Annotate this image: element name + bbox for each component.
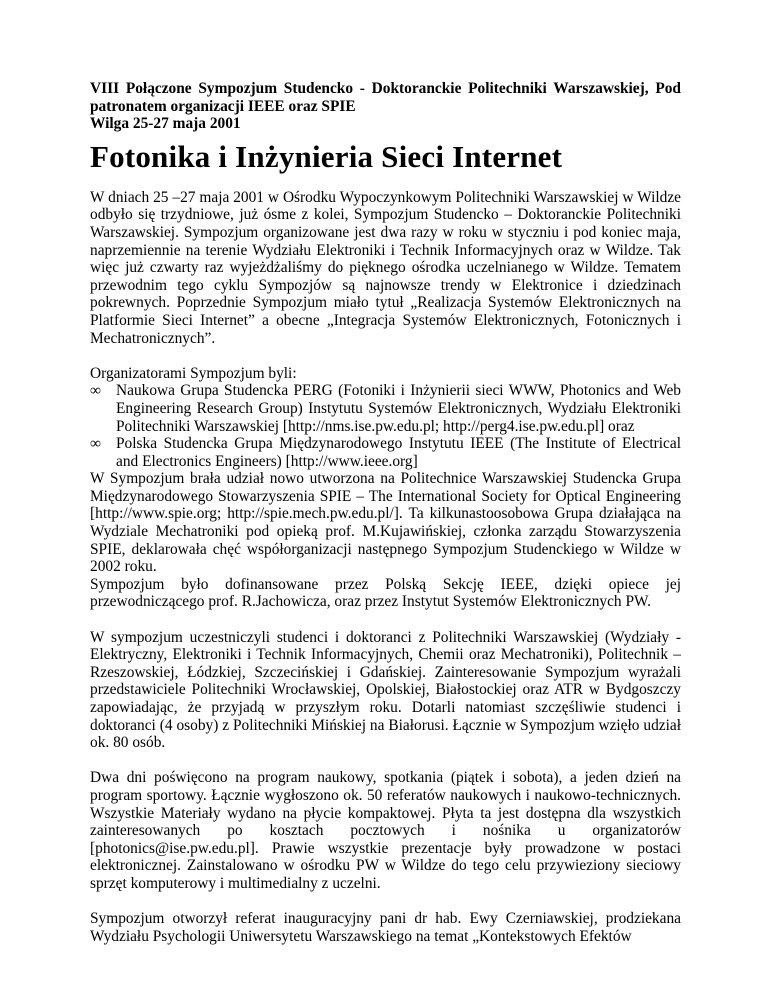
- bullet-item: [90, 382, 681, 435]
- bullet-text: Polska Studencka Grupa Międzynarodowego Instytutu IEEE (The Institute of Electrical and Electronics Engineers) [http://www.ieee.org]: [116, 435, 681, 470]
- paragraph: Organizatorami Sympozjum byli:: [90, 364, 297, 382]
- document-title: Fotonika i Inżynieria Sieci Internet: [90, 138, 563, 174]
- paragraph: W sympozjum uczestniczyli studenci i doktoranci z Politechniki Warszawskiej (Wydziały - Elektryczny, Elektroniki i Technik Informacyjnych, Chemii oraz Mechatroniki), Politechnik – Rzeszowskiej, Łódzkiej, Szczecińskiej i Gdańskiej. Zainteresowanie Sympozjum wyrażali przedstawiciele Politechniki Wrocławskiej, Opolskiej, Białostockiej oraz ATR w Bydgoszczy zapowiadając, że przyjadą w przyszłym roku. Dotarli natomiast szczęśliwie studenci i doktoranci (4 osoby) z Politechniki Mińskiej na Białorusi. Łącznie w Sympozjum wzięło udział ok. 80 osób.: [90, 628, 681, 752]
- header-date-line: Wilga 25-27 maja 2001: [90, 115, 241, 133]
- header-title-line: VIII Połączone Sympozjum Studencko - Doktoranckie Politechniki Warszawskiej, Pod patronatem organizacji IEEE oraz SPIE: [90, 80, 681, 115]
- paragraph: Sympozjum było dofinansowane przez Polską Sekcję IEEE, dzięki opiece jej przewodniczącego prof. R.Jachowicza, oraz przez Instytut Systemów Elektronicznych PW.: [90, 575, 681, 611]
- paragraph: W Sympozjum brała udział nowo utworzona na Politechnice Warszawskiej Studencka Grupa Międzynarodowego Stowarzyszenia SPIE – The International Society for Optical Engineering [http://www.spie.org; http://spie.mech.pw.edu.pl/]. Ta kilkunastoosobowa Grupa działająca na Wydziale Mechatroniki pod opieką prof. M.Kujawińskiej, członka zarządu Stowarzyszenia SPIE, deklarowała chęć współorganizacji następnego Sympozjum Studenckiego w Wildze w 2002 roku.: [90, 470, 681, 576]
- paragraph: Dwa dni poświęcono na program naukowy, spotkania (piątek i sobota), a jeden dzień na program sportowy. Łącznie wygłoszono ok. 50 referatów naukowych i naukowo-technicznych. Wszystkie Materiały wydano na płycie kompaktowej. Płyta ta jest dostępna dla wszystkich zainteresowanych po kosztach pocztowych i nośnika u organizatorów [photonics@ise.pw.edu.pl]. Prawie wszystkie prezentacje były prowadzone w postaci elektronicznej. Zainstalowano w ośrodku PW w Wildze do tego celu przywieziony sieciowy sprzęt komputerowy i multimedialny z uczelni.: [90, 769, 681, 892]
- infinity-bullet-icon: ∞: [90, 382, 101, 400]
- paragraph: W dniach 25 –27 maja 2001 w Ośrodku Wypoczynkowym Politechniki Warszawskiej w Wildze odbyło się trzydniowe, już ósme z kolei, Sympozjum Studencko – Doktoranckie Politechniki Warszawskiej. Sympozjum organizowane jest dwa razy w roku w styczniu i pod koniec maja, naprzemiennie na terenie Wydziału Elektroniki i Technik Informacyjnych oraz w Wildze. Tak więc już czwarty raz wyjeżdżaliśmy do pięknego ośrodka uczelnianego w Wildze. Tematem przewodnim tego cyklu Sympozjów są najnowsze trendy w Elektronice i dziedzinach pokrewnych. Poprzednie Sympozjum miało tytuł „Realizacja Systemów Elektronicznych na Platformie Sieci Internet” a obecne „Integracja Systemów Elektronicznych, Fotonicznych i Mechatronicznych”.: [90, 188, 681, 347]
- document-header: [90, 80, 681, 133]
- infinity-bullet-icon: ∞: [90, 435, 101, 453]
- document-blocks: [90, 189, 681, 946]
- bullet-item: [90, 435, 681, 470]
- paragraph: Sympozjum otworzył referat inauguracyjny pani dr hab. Ewy Czerniawskiej, prodziekana Wydziału Psychologii Uniwersytetu Warszawskiego na temat „Kontekstowych Efektów: [90, 910, 681, 945]
- bullet-text: Naukowa Grupa Studencka PERG (Fotoniki i Inżynierii sieci WWW, Photonics and Web Engineering Research Group) Instytutu Systemów Elektronicznych, Wydziału Elektroniki Politechniki Warszawskiej [http://nms.ise.pw.edu.pl; http://perg4.ise.pw.edu.pl] oraz: [116, 382, 681, 435]
